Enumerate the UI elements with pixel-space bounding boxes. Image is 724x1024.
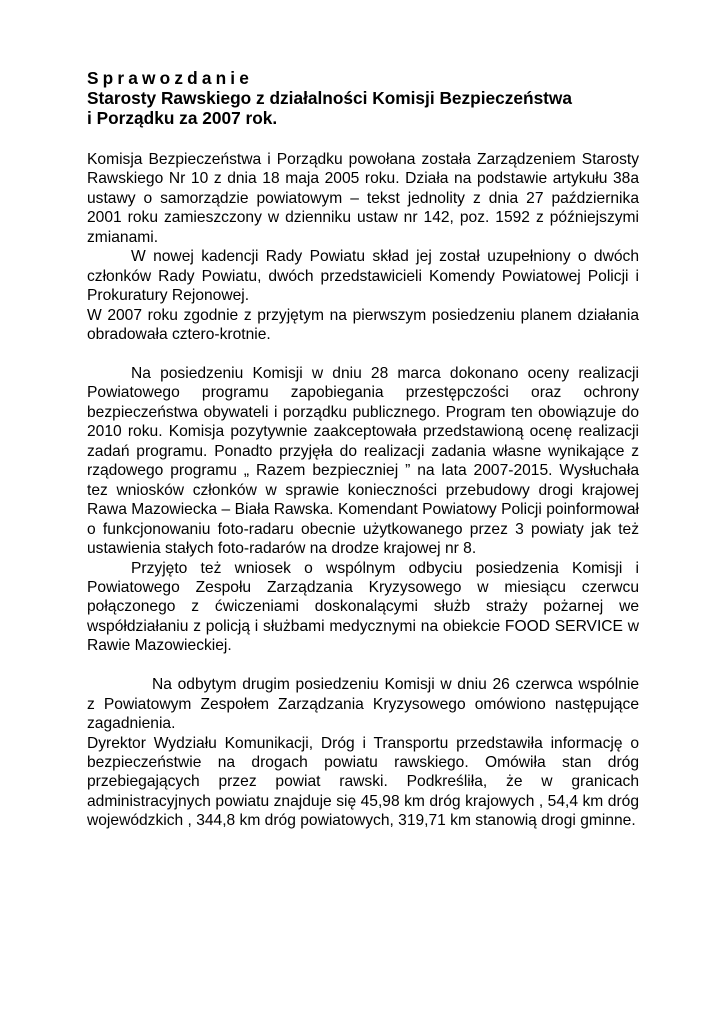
document-body — [87, 150, 639, 831]
spacer — [87, 345, 639, 364]
paragraph-joint-meeting-proposal: Przyjęto też wniosek o wspólnym odbyciu posiedzenia Komisji i Powiatowego Zespołu Zarządzania Kryzysowego w miesiącu czerwcu połączonego z ćwiczeniami doskonalącymi służb straży pożarnej we współdziałaniu z policją i służbami medycznymi na obiekcie FOOD SERVICE w Rawie Mazowieckiej. — [87, 559, 639, 655]
paragraph-second-meeting: Na odbytym drugim posiedzeniu Komisji w dniu 26 czerwca wspólnie z Powiatowym Zespołem Zarządzania Kryzysowego omówiono następujące zagadnienia. — [87, 676, 639, 733]
spacer — [87, 656, 639, 675]
paragraph-legal-basis: Komisja Bezpieczeństwa i Porządku powołana została Zarządzeniem Starosty Rawskiego Nr 10 z dnia 18 maja 2005 roku. Działa na podstawie artykułu 38a ustawy o samorządzie powiatowym – tekst jednolity z dnia 27 października 2001 roku zamieszczony w dzienniku ustaw nr 142, poz. 1592 z późniejszymi zmianami. — [87, 151, 639, 246]
document-title: Sprawozdanie — [87, 68, 254, 88]
spacer — [87, 128, 639, 150]
paragraph-road-safety-report: Dyrektor Wydziału Komunikacji, Dróg i Transportu przedstawiła informację o bezpieczeństwie na drogach powiatu rawskiego. Omówiła stan dróg przebiegających przez powiat rawski. Podkreśliła, że w granicach administracyjnych powiatu znajduje się 45,98 km dróg krajowych , 54,4 km dróg wojewódzkich , 344,8 km dróg powiatowych, 319,71 km stanowią drogi gminne. — [87, 734, 639, 830]
document-page — [87, 68, 639, 831]
paragraph-meetings-count: W 2007 roku zgodnie z przyjętym na pierwszym posiedzeniu planem działania obradowała cztero-krotnie. — [87, 306, 639, 344]
paragraph-first-meeting: Na posiedzeniu Komisji w dniu 28 marca dokonano oceny realizacji Powiatowego programu zapobiegania przestępczości oraz ochrony bezpieczeństwa obywateli i porządku publicznego. Program ten obowiązuje do 2010 roku. Komisja pozytywnie zaakceptowała przedstawioną ocenę realizacji zadań programu. Ponadto przyjęła do realizacji zadania własne wynikające z rządowego programu „ Razem bezpieczniej ” na lata 2007-2015. Wysłuchała tez wniosków członków w sprawie konieczności przebudowy drogi krajowej Rawa Mazowiecka – Biała Rawska. Komendant Powiatowy Policji poinformował o funkcjonowaniu foto-radaru obecnie użytkowanego przez 3 powiaty jak też ustawienia stałych foto-radarów na drodze krajowej nr 8. — [87, 364, 639, 558]
document-subtitle-line-2: i Porządku za 2007 rok. — [87, 108, 278, 128]
document-subtitle-line-1: Starosty Rawskiego z działalności Komisji Bezpieczeństwa — [87, 88, 572, 108]
paragraph-composition: W nowej kadencji Rady Powiatu skład jej został uzupełniony o dwóch członków Rady Powiatu, dwóch przedstawicieli Komendy Powiatowej Policji i Prokuratury Rejonowej. — [87, 248, 639, 305]
